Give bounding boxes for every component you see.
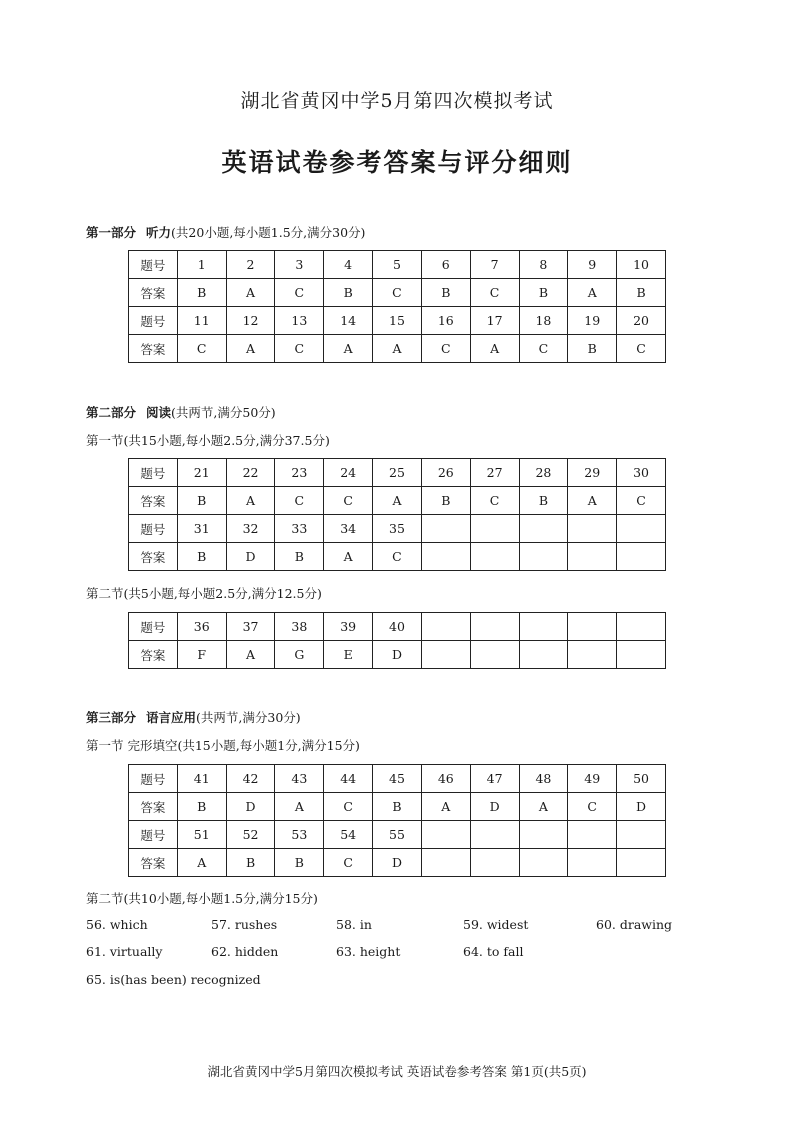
table-cell: B [275, 543, 324, 571]
table-cell: 49 [568, 765, 617, 793]
table-cell: 42 [226, 765, 275, 793]
table-cell: A [373, 487, 422, 515]
table-cell: 51 [177, 821, 226, 849]
table-cell [617, 613, 666, 641]
part2-sec1-answer-table [128, 458, 666, 571]
row-header-cell: 题号 [129, 459, 178, 487]
table-cell: A [568, 487, 617, 515]
table-cell [421, 641, 470, 669]
table-row [129, 487, 666, 515]
table-cell: 21 [177, 459, 226, 487]
table-cell: B [568, 335, 617, 363]
table-cell: 44 [324, 765, 373, 793]
table-cell: 4 [324, 251, 373, 279]
table-cell: 50 [617, 765, 666, 793]
table-cell: E [324, 641, 373, 669]
part3-name: 语言应用 [146, 710, 197, 725]
fill-answer: 60. drawing [596, 917, 673, 932]
table-cell: 18 [519, 307, 568, 335]
fill-answer: 57. rushes [211, 917, 278, 932]
part3-sec1-heading: 第一节 完形填空(共15小题,每小题1分,满分15分) [86, 738, 360, 753]
table-cell: C [617, 335, 666, 363]
fill-answer: 63. height [336, 944, 401, 959]
fill-answer: 65. is(has been) recognized [86, 972, 261, 987]
part3-sec1-answer-table [128, 764, 666, 877]
table-cell [617, 515, 666, 543]
table-cell: 11 [177, 307, 226, 335]
part1-name: 听力 [146, 225, 172, 240]
row-header-cell: 题号 [129, 821, 178, 849]
table-cell: C [177, 335, 226, 363]
table-cell: 5 [373, 251, 422, 279]
part3-sec2-heading: 第二节(共10小题,每小题1.5分,满分15分) [86, 891, 318, 906]
row-header-cell: 答案 [129, 543, 178, 571]
table-cell: B [519, 279, 568, 307]
table-cell: 14 [324, 307, 373, 335]
exam-title: 湖北省黄冈中学5月第四次模拟考试 [240, 90, 554, 112]
fill-answer: 61. virtually [86, 944, 163, 959]
table-cell [568, 641, 617, 669]
table-cell: C [373, 543, 422, 571]
part1-note: (共20小题,每小题1.5分,满分30分) [171, 225, 366, 240]
table-cell: A [226, 641, 275, 669]
table-cell: 17 [470, 307, 519, 335]
table-row [129, 251, 666, 279]
table-cell: B [617, 279, 666, 307]
row-header-cell: 答案 [129, 641, 178, 669]
table-cell: 23 [275, 459, 324, 487]
table-cell: A [324, 543, 373, 571]
table-cell [568, 849, 617, 877]
table-cell: 31 [177, 515, 226, 543]
table-cell: C [373, 279, 422, 307]
part3-note: (共两节,满分30分) [196, 710, 301, 725]
table-cell: 40 [373, 613, 422, 641]
table-cell: A [226, 335, 275, 363]
row-header-cell: 题号 [129, 515, 178, 543]
table-cell: C [324, 487, 373, 515]
table-cell [519, 821, 568, 849]
table-cell: D [373, 849, 422, 877]
table-cell [519, 515, 568, 543]
table-cell: D [617, 793, 666, 821]
table-cell: C [568, 793, 617, 821]
part2-heading [86, 403, 276, 421]
part1-label: 第一部分 [86, 225, 137, 240]
table-cell: G [275, 641, 324, 669]
row-header-cell: 题号 [129, 765, 178, 793]
fill-answer: 59. widest [463, 917, 529, 932]
table-cell: 16 [421, 307, 470, 335]
table-cell: C [275, 279, 324, 307]
table-cell [470, 641, 519, 669]
fill-answer: 56. which [86, 917, 148, 932]
row-header-cell: 答案 [129, 335, 178, 363]
table-row [129, 613, 666, 641]
table-cell: 20 [617, 307, 666, 335]
table-cell: 2 [226, 251, 275, 279]
page-footer: 湖北省黄冈中学5月第四次模拟考试 英语试卷参考答案 第1页(共5页) [207, 1064, 587, 1079]
table-cell: C [470, 487, 519, 515]
table-cell [519, 849, 568, 877]
table-cell: 34 [324, 515, 373, 543]
table-cell [421, 543, 470, 571]
table-cell: 37 [226, 613, 275, 641]
table-row [129, 849, 666, 877]
table-row [129, 821, 666, 849]
table-cell: 41 [177, 765, 226, 793]
table-cell: 30 [617, 459, 666, 487]
table-cell [421, 515, 470, 543]
table-cell: 29 [568, 459, 617, 487]
table-cell: B [421, 279, 470, 307]
table-cell [470, 821, 519, 849]
table-cell: 13 [275, 307, 324, 335]
table-cell: B [324, 279, 373, 307]
table-row [129, 279, 666, 307]
table-cell: A [373, 335, 422, 363]
table-cell [519, 613, 568, 641]
table-cell: 33 [275, 515, 324, 543]
table-cell [568, 515, 617, 543]
table-cell: 19 [568, 307, 617, 335]
table-cell: 12 [226, 307, 275, 335]
table-cell: A [568, 279, 617, 307]
table-cell: 9 [568, 251, 617, 279]
table-row [129, 543, 666, 571]
table-cell: 39 [324, 613, 373, 641]
table-cell [470, 543, 519, 571]
table-cell: 26 [421, 459, 470, 487]
row-header-cell: 题号 [129, 307, 178, 335]
table-cell: B [177, 543, 226, 571]
table-row [129, 765, 666, 793]
table-cell: 3 [275, 251, 324, 279]
table-cell: 53 [275, 821, 324, 849]
part1-answer-table [128, 250, 666, 363]
table-cell [470, 515, 519, 543]
table-cell: C [421, 335, 470, 363]
table-cell [470, 613, 519, 641]
table-row [129, 459, 666, 487]
table-cell: 55 [373, 821, 422, 849]
table-cell [617, 821, 666, 849]
table-cell: D [373, 641, 422, 669]
table-row [129, 307, 666, 335]
table-cell: D [226, 543, 275, 571]
table-cell: 10 [617, 251, 666, 279]
table-cell: D [226, 793, 275, 821]
table-row [129, 515, 666, 543]
part3-heading [86, 708, 301, 726]
table-cell: C [275, 487, 324, 515]
table-cell [519, 543, 568, 571]
table-cell: 48 [519, 765, 568, 793]
table-row [129, 641, 666, 669]
part2-sec2-answer-table [128, 612, 666, 669]
table-cell: 32 [226, 515, 275, 543]
table-cell: 52 [226, 821, 275, 849]
table-cell [568, 821, 617, 849]
row-header-cell: 题号 [129, 251, 178, 279]
table-cell [568, 613, 617, 641]
table-row [129, 793, 666, 821]
table-cell: F [177, 641, 226, 669]
table-cell: 24 [324, 459, 373, 487]
table-cell: A [470, 335, 519, 363]
table-cell: D [470, 793, 519, 821]
table-cell [617, 543, 666, 571]
table-cell: C [519, 335, 568, 363]
table-cell: A [177, 849, 226, 877]
table-cell [421, 821, 470, 849]
table-cell: C [324, 849, 373, 877]
table-cell: 38 [275, 613, 324, 641]
table-cell: 1 [177, 251, 226, 279]
table-cell [617, 849, 666, 877]
table-cell: 54 [324, 821, 373, 849]
table-cell: 25 [373, 459, 422, 487]
part2-sec2-heading: 第二节(共5小题,每小题2.5分,满分12.5分) [86, 586, 322, 601]
table-cell: 15 [373, 307, 422, 335]
table-cell: A [519, 793, 568, 821]
table-cell: B [177, 793, 226, 821]
table-cell: B [519, 487, 568, 515]
table-cell: B [275, 849, 324, 877]
table-cell: 28 [519, 459, 568, 487]
table-cell: 22 [226, 459, 275, 487]
part1-heading [86, 223, 365, 241]
row-header-cell: 题号 [129, 613, 178, 641]
table-cell: A [324, 335, 373, 363]
table-cell: 43 [275, 765, 324, 793]
table-cell: 36 [177, 613, 226, 641]
part2-sec1-heading: 第一节(共15小题,每小题2.5分,满分37.5分) [86, 433, 330, 448]
row-header-cell: 答案 [129, 793, 178, 821]
fill-answer: 64. to fall [463, 944, 524, 959]
table-cell: 6 [421, 251, 470, 279]
table-cell: C [324, 793, 373, 821]
table-cell: B [177, 487, 226, 515]
fill-answer: 62. hidden [211, 944, 279, 959]
table-cell [421, 849, 470, 877]
table-cell: 35 [373, 515, 422, 543]
table-cell: 45 [373, 765, 422, 793]
table-cell: 47 [470, 765, 519, 793]
row-header-cell: 答案 [129, 279, 178, 307]
table-cell [519, 641, 568, 669]
table-cell: B [373, 793, 422, 821]
table-cell: C [275, 335, 324, 363]
part3-label: 第三部分 [86, 710, 137, 725]
table-cell: A [226, 487, 275, 515]
table-cell: B [226, 849, 275, 877]
part2-name: 阅读 [146, 405, 172, 420]
table-cell: 46 [421, 765, 470, 793]
part2-note: (共两节,满分50分) [171, 405, 276, 420]
table-cell: 7 [470, 251, 519, 279]
table-cell: C [617, 487, 666, 515]
row-header-cell: 答案 [129, 849, 178, 877]
fill-answer: 58. in [336, 917, 372, 932]
table-cell [617, 641, 666, 669]
table-cell [470, 849, 519, 877]
table-cell: A [275, 793, 324, 821]
table-cell: A [421, 793, 470, 821]
table-row [129, 335, 666, 363]
table-cell: 8 [519, 251, 568, 279]
document-title: 英语试卷参考答案与评分细则 [221, 148, 573, 177]
table-cell [568, 543, 617, 571]
table-cell: C [470, 279, 519, 307]
table-cell: 27 [470, 459, 519, 487]
table-cell: B [177, 279, 226, 307]
table-cell [421, 613, 470, 641]
part2-label: 第二部分 [86, 405, 137, 420]
table-cell: B [421, 487, 470, 515]
row-header-cell: 答案 [129, 487, 178, 515]
table-cell: A [226, 279, 275, 307]
